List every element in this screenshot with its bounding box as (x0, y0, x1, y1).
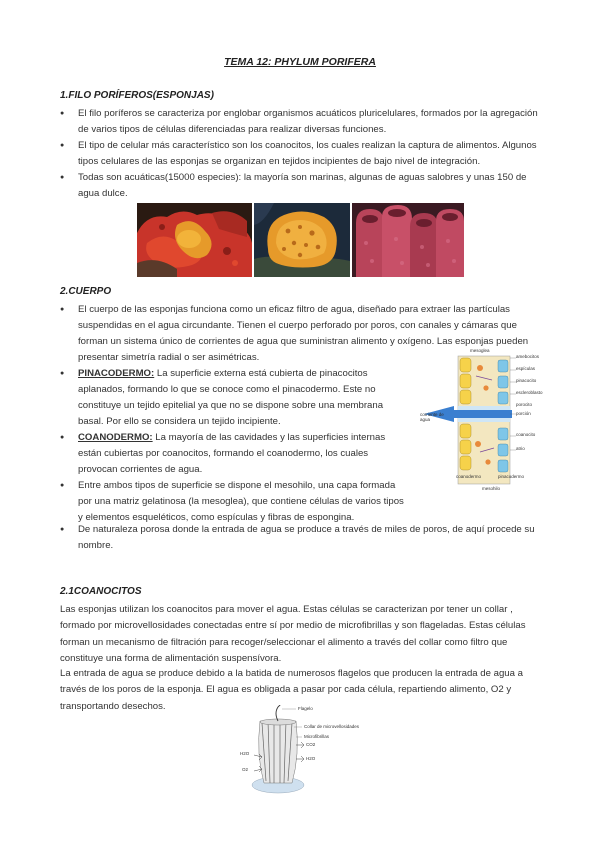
label-pinacocito: pinacocito (516, 378, 537, 383)
label-flagelo: Flagelo (298, 706, 313, 711)
section2-bullet-list-mid (60, 366, 405, 526)
section21-paragraph-2: La entrada de agua se produce debido a la batida de numerosos flagelos que producen la entrada de agua a través de los poros de la esponja. El agua es obligada a pasar por cada célula, repartiendo alimento, O2 y transportando desechos. (60, 668, 523, 712)
label-amebocitos: amebocitos (516, 354, 540, 359)
section2-bullet-mesohilo: ● Entre ambos tipos de superficie se dispone el mesohilo, una capa formada por una matriz gelatinosa (la mesoglea), que contiene células de varios tipos y elementos esqueléticos, como espículas y fibras de espongina. (60, 478, 405, 526)
coanocito-diagram (240, 705, 365, 795)
sponge-photo-pink (352, 203, 464, 277)
label-pinacodermo: pinacodermo (498, 474, 525, 479)
document-title: TEMA 12: PHYLUM PORIFERA (224, 56, 376, 68)
coanodermo-text: La mayoría de las cavidades y las superficies internas están cubiertas por coanocitos, formando el coanodermo, los cuales provocan corrientes de agua. (78, 432, 386, 475)
label-mesohilo: mesohilo (482, 486, 501, 491)
label-coanocito: coanocito (516, 432, 536, 437)
section2-bullet-coanodermo (60, 430, 405, 478)
section2-bullet-body-text: El cuerpo de las esponjas funciona como un eficaz filtro de agua, diseñado para extraer las partículas suspendidas en el agua circundante. Tienen el cuerpo perforado por poros, con canales y cámaras que forman un sistema único de corrientes de agua que suministran alimento y oxígeno. Las esponjas pueden presentar simetría radial o ser asimétricas. (78, 304, 529, 363)
label-atrio: atrio (516, 446, 525, 451)
label-collar: Collar de microvellosidades (304, 724, 360, 729)
label-corriente-de-agua: corriente de agua (420, 412, 444, 422)
section2-bullet-pinacodermo (60, 366, 405, 430)
sponge-photo-orange (254, 203, 350, 277)
section21-paragraph-1: Las esponjas utilizan los coanocitos para mover el agua. Estas células se caracterizan por tener un collar , formado por microvellosidades conectadas entre sí por medio de microfibrillas y son flageladas. Estas células forman un mecanismo de filtración para recoger/seleccionar el alimento a través del collar como filtro que constituye una forma de alimentación suspensívora. (60, 604, 526, 664)
section1-bullet-1: ● El filo poríferos se caracteriza por englobar organismos acuáticos pluricelulares, formados por la agregación de varios tipos de células diferenciadas para realizar diversas funciones. (60, 106, 548, 138)
label-mesoglea: mesoglea (470, 348, 490, 353)
section2-heading: 2.CUERPO (60, 286, 112, 297)
label-co2: CO2 (306, 742, 316, 747)
label-coanodermo: coanodermo (456, 474, 482, 479)
section1-bullet-2: ● El tipo de celular más característico son los coanocitos, los cuales realizan la captura de alimentos. Algunos tipos celulares de las esponjas se organizan en tejidos incipientes de bajo nivel de integración. (60, 138, 548, 170)
sponge-photo-red (137, 203, 252, 277)
label-h2o-in: H2O (240, 751, 250, 756)
section1-bullet-list (60, 106, 548, 202)
pinacodermo-term: PINACODERMO: (78, 368, 155, 379)
section2-bullet-list-bottom (60, 522, 548, 554)
section2-bullet-porosa: ● De naturaleza porosa donde la entrada de agua se produce a través de miles de poros, de aquí procede su nombre. (60, 522, 548, 554)
label-escleroblasto: escleroblasto (516, 390, 543, 395)
section1-bullet-3: ● Todas son acuáticas(15000 especies): la mayoría son marinas, algunas de aguas salobres y unas 150 de agua dulce. (60, 170, 548, 202)
label-porocito: porocito (516, 402, 533, 407)
coanodermo-term: COANODERMO: (78, 432, 153, 443)
label-espiculas: espículas (516, 366, 536, 371)
pinacodermo-text: La superficie externa está cubierta de pinacocitos aplanados, formando lo que se conoce como el pinacodermo. Este no constituye un tejido epitelial ya que no se dispone sobre una membrana basal. Por ello se considera un tejido incipiente. (78, 368, 384, 427)
label-o2: O2 (242, 767, 249, 772)
label-microfibrillas: Microfibrillas (304, 734, 330, 739)
section1-heading: 1.FILO PORÍFEROS(ESPONJAS) (60, 90, 214, 101)
label-porcion: porción (516, 411, 531, 416)
label-h2o-out: H2O (306, 756, 316, 761)
section21-heading: 2.1COANOCITOS (60, 586, 142, 597)
body-wall-diagram (420, 344, 550, 496)
